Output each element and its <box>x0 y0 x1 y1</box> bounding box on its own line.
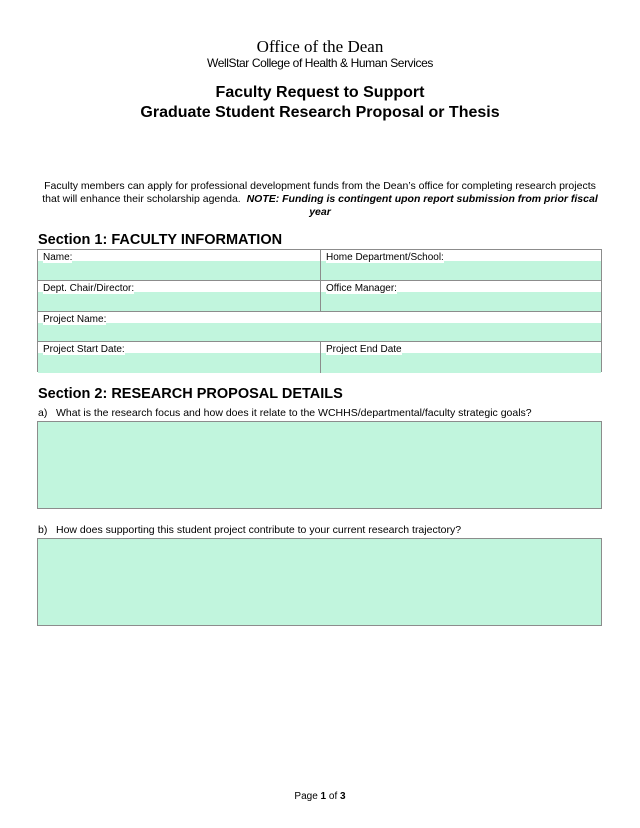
faculty-info-table <box>37 249 602 372</box>
start-date-input[interactable] <box>38 353 320 373</box>
home-department-input[interactable] <box>321 261 601 280</box>
section2-heading: Section 2: RESEARCH PROPOSAL DETAILS <box>38 386 343 402</box>
home-department-field[interactable] <box>321 250 601 280</box>
of-word: of <box>328 791 338 802</box>
office-manager-input[interactable] <box>321 292 601 311</box>
intro-paragraph <box>34 180 606 219</box>
office-manager-label: Office Manager: <box>326 283 397 294</box>
answer-b-textarea[interactable] <box>37 538 602 626</box>
name-label: Name: <box>43 252 73 263</box>
question-a-text: What is the research focus and how does it relate to the WCHHS/departmental/faculty strategic goals? <box>56 407 532 419</box>
page-number <box>0 791 640 802</box>
answer-a-textarea[interactable] <box>37 421 602 509</box>
name-field[interactable] <box>38 250 321 280</box>
office-manager-field[interactable] <box>321 281 601 311</box>
home-department-label: Home Department/School: <box>326 252 444 263</box>
college-name: WellStar College of Health & Human Services <box>206 56 434 70</box>
end-date-label: Project End Date <box>326 344 402 355</box>
table-row <box>38 280 601 311</box>
table-row <box>38 250 601 280</box>
dept-chair-label: Dept. Chair/Director: <box>43 283 135 294</box>
table-row <box>38 311 601 342</box>
project-name-input[interactable] <box>38 323 601 342</box>
funding-note: NOTE: Funding is contingent upon report submission from prior fiscal year <box>246 193 598 218</box>
end-date-field[interactable] <box>321 342 601 373</box>
question-a-letter: a) <box>38 407 48 419</box>
dept-chair-field[interactable] <box>38 281 321 311</box>
intro-text: Faculty members can apply for professional development funds from the Dean’s office for completing research projects that will enhance their scholarship agenda. <box>42 180 596 205</box>
project-name-field[interactable] <box>38 312 601 342</box>
form-title-line2: Graduate Student Research Proposal or Thesis <box>140 104 500 121</box>
question-b-letter: b) <box>38 524 48 536</box>
end-date-input[interactable] <box>321 353 601 373</box>
name-input[interactable] <box>38 261 320 280</box>
dept-chair-input[interactable] <box>38 292 320 311</box>
question-a <box>38 407 532 419</box>
section1-heading: Section 1: FACULTY INFORMATION <box>38 232 283 248</box>
question-b <box>38 524 461 536</box>
page-total: 3 <box>340 791 346 802</box>
project-name-label: Project Name: <box>43 314 107 325</box>
page-word: Page <box>294 791 318 802</box>
form-title-line1: Faculty Request to Support <box>215 84 425 101</box>
start-date-label: Project Start Date: <box>43 344 125 355</box>
start-date-field[interactable] <box>38 342 321 373</box>
office-title: Office of the Dean <box>256 37 384 56</box>
question-b-text: How does supporting this student project contribute to your current research trajectory? <box>56 524 462 536</box>
page-current: 1 <box>320 791 327 802</box>
table-row <box>38 341 601 373</box>
